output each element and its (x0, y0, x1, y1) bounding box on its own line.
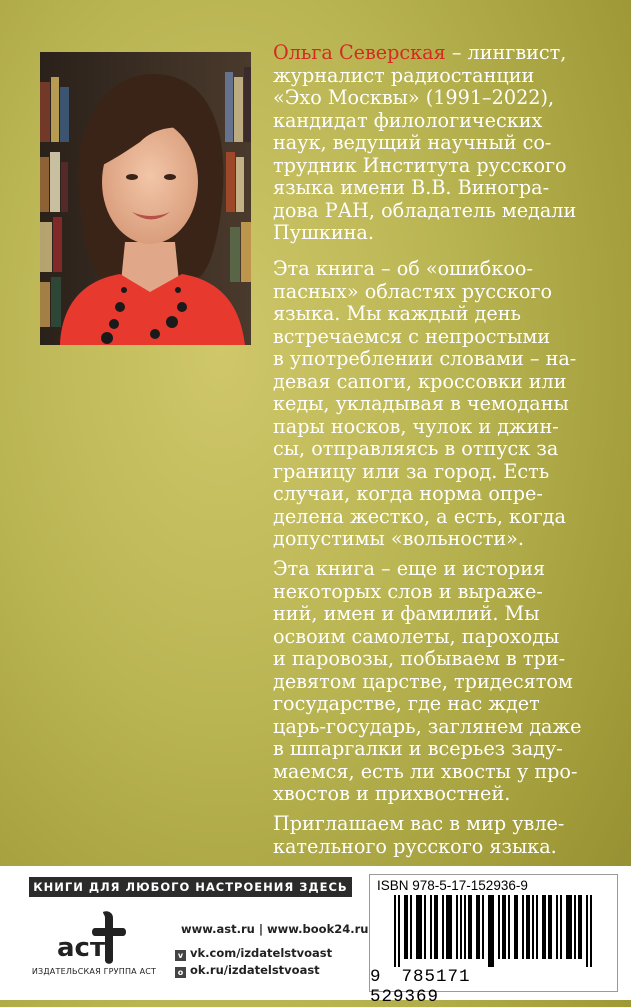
barcode-bar (570, 895, 572, 959)
barcode-bar (410, 895, 412, 959)
text-line: хвостов и прихвостней. (273, 782, 511, 805)
text-line: государстве, где нас ждет (273, 692, 540, 715)
text-line: кательного русского языка. (273, 834, 557, 858)
text-line: в шпаргалки и всерьез заду- (273, 737, 563, 760)
description-paragraph-1 (273, 258, 593, 551)
barcode-bar (548, 895, 550, 959)
text-line: девятом царстве, тридесятом (273, 669, 573, 693)
barcode-bar (450, 895, 452, 959)
barcode-bar (536, 895, 538, 959)
barcode-bar (566, 895, 568, 959)
barcode-number (370, 967, 610, 1007)
text-line: сы, отправляясь в отпуск за (273, 437, 559, 460)
author-photo (40, 52, 251, 345)
barcode-group-2: 529369 (370, 987, 440, 1007)
barcode-bar (490, 895, 492, 967)
ast-logo (55, 910, 127, 966)
barcode (372, 895, 610, 967)
bio-line: Ольга Северская – лингвист, (273, 41, 567, 64)
text-line: языка. Мы каждый день (273, 302, 521, 325)
barcode-bar (442, 895, 444, 959)
barcode-bar (560, 895, 562, 959)
barcode-bar (418, 895, 420, 959)
barcode-bar (456, 895, 458, 959)
barcode-bar (434, 895, 436, 959)
barcode-bar (542, 895, 544, 959)
description-paragraph-2 (273, 558, 593, 806)
text-line: пасных» областях русского (273, 279, 553, 303)
text-line: допустимы «вольности». (273, 527, 524, 550)
text-line: встречаемся с непростыми (273, 324, 551, 348)
barcode-bar (504, 895, 506, 959)
bio-line: языка имени В.В. Виногра- (273, 176, 550, 199)
text-line: Эта книга – еще и история (273, 557, 546, 580)
text-line: границу или за город. Есть (273, 459, 550, 483)
website-links[interactable]: www.ast.ru | www.book24.ru (181, 922, 369, 936)
vk-link[interactable] (175, 946, 332, 961)
text-line: освоим самолеты, пароходы (273, 624, 560, 648)
barcode-bar (550, 895, 552, 959)
vk-icon: v (175, 950, 186, 961)
barcode-bar (446, 895, 448, 959)
ok-link[interactable] (175, 963, 320, 978)
barcode-bar (532, 895, 534, 959)
bio-line: дова РАН, обладатель медали (273, 198, 577, 222)
ok-url: ok.ru/izdatelstvoast (190, 963, 320, 977)
barcode-bar (528, 895, 530, 959)
barcode-bar (460, 895, 462, 959)
bio-line: трудник Института русского (273, 153, 567, 177)
text-line: Приглашаем вас в мир увле- (273, 812, 565, 835)
author-name: Ольга Северская (273, 41, 446, 64)
barcode-bar (508, 895, 510, 959)
barcode-bar (406, 895, 408, 959)
vk-url: vk.com/izdatelstvoast (190, 946, 333, 960)
barcode-bar (476, 895, 478, 959)
bio-line: журналист радиостанции (273, 63, 535, 87)
barcode-bar (394, 895, 396, 967)
barcode-bar (502, 895, 504, 959)
text-line: кеды, укладывая в чемоданы (273, 392, 569, 415)
barcode-bar (470, 895, 472, 959)
barcode-bar (448, 895, 450, 959)
bio-line: наук, ведущий научный со- (273, 131, 552, 154)
text-line: Эта книга – об «ошибкоо- (273, 257, 533, 280)
barcode-bar (468, 895, 470, 959)
publisher-name: ИЗДАТЕЛЬСКАЯ ГРУППА АСТ (31, 967, 157, 976)
barcode-bar (404, 895, 406, 959)
ok-icon: o (175, 967, 186, 978)
barcode-bar (516, 895, 518, 959)
barcode-bar (526, 895, 528, 959)
barcode-bar (580, 895, 582, 959)
description-paragraph-3 (273, 813, 593, 858)
barcode-bar (578, 895, 580, 959)
barcode-bar (488, 895, 490, 967)
barcode-bar (416, 895, 418, 959)
tagline-banner: КНИГИ ДЛЯ ЛЮБОГО НАСТРОЕНИЯ ЗДЕСЬ (29, 877, 352, 897)
barcode-bar (424, 895, 426, 959)
bio-line: кандидат филологических (273, 108, 543, 132)
barcode-bar (498, 895, 500, 959)
barcode-bar (420, 895, 422, 959)
barcode-bar (436, 895, 438, 959)
logo-text: аст (57, 933, 106, 963)
text-line: царь-государь, заглянем даже (273, 714, 582, 738)
barcode-bar (556, 895, 558, 959)
text-line: некоторых слов и выраже- (273, 579, 543, 603)
text-line: пары носков, чулок и джин- (273, 414, 559, 438)
isbn-text: ISBN 978-5-17-152936-9 (377, 878, 528, 893)
barcode-bar (464, 895, 466, 959)
bio-line: Пушкина. (273, 221, 374, 244)
text-line: делена жестко, а есть, когда (273, 504, 566, 528)
barcode-bar (514, 895, 516, 959)
text-line: и паровозы, побываем в три- (273, 647, 566, 670)
barcode-bar (398, 895, 400, 967)
text-line: девая сапоги, кроссовки или (273, 369, 567, 393)
barcode-bar (574, 895, 576, 959)
barcode-bar (544, 895, 546, 959)
barcode-bar (590, 895, 592, 967)
barcode-bar (430, 895, 432, 959)
barcode-group-1: 785171 (401, 967, 471, 987)
barcode-lead-digit: 9 (370, 967, 382, 987)
barcode-bar (478, 895, 480, 959)
text-line: случаи, когда норма опре- (273, 482, 543, 505)
barcode-bar (482, 895, 484, 959)
text-line: в употреблении словами – на- (273, 347, 577, 370)
text-line: ний, имен и фамилий. Мы (273, 602, 540, 625)
text-line: маемся, есть ли хвосты у про- (273, 759, 578, 783)
barcode-bar (586, 895, 588, 967)
barcode-bar (492, 895, 494, 967)
author-bio (273, 42, 593, 245)
barcode-bar (522, 895, 524, 959)
bio-line: «Эхо Москвы» (1991–2022), (273, 86, 555, 109)
barcode-bar (568, 895, 570, 959)
